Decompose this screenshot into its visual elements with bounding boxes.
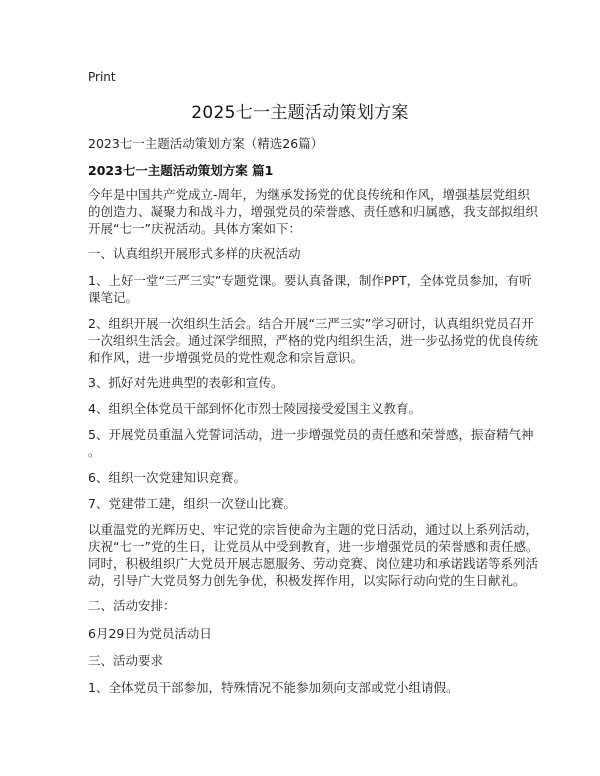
- text-line: 1、上好一堂“三严三实”专题党课。要认真备课，制作PPT，全体党员参加，有听: [88, 273, 532, 288]
- text-line: 7、党建带工建，组织一次登山比赛。: [88, 496, 296, 511]
- text-line: 二、活动安排：: [88, 598, 176, 613]
- text-line: 课笔记。: [88, 290, 139, 305]
- heading-part-2: [88, 597, 528, 614]
- paragraph-item-5: [88, 426, 534, 460]
- text-line: 4、组织全体党员干部到怀化市烈士陵园接受爱国主义教育。: [88, 401, 421, 416]
- text-line: 。: [88, 444, 101, 459]
- text-line: 以重温党的光辉历史、牢记党的宗旨使命为主题的党日活动，通过以上系列活动，: [88, 522, 539, 537]
- paragraph-item-7: [88, 495, 528, 512]
- text-line: 今年是中国共产党成立-周年，为继承发扬党的优良传统和作风，增强基层党组织: [88, 187, 531, 202]
- text-line: 3、抓好对先进典型的表彰和宣传。: [88, 375, 284, 390]
- section-title: 2023七一主题活动策划方案 篇1: [88, 163, 274, 178]
- paragraph-item-2: [88, 315, 539, 366]
- text-line: 和作风，进一步增强党员的党性观念和宗旨意识。: [88, 350, 364, 365]
- paragraph-requirement-1: [88, 679, 528, 696]
- paragraph-item-6: [88, 469, 528, 486]
- heading-part-1: [88, 245, 528, 262]
- paragraph-summary: [88, 521, 539, 589]
- text-line: 一次组织生活会。通过深学细照，严格的党内组织生活，进一步弘扬党的优良传统: [88, 333, 539, 348]
- heading-part-3: [88, 652, 528, 669]
- paragraph-intro: [88, 186, 539, 237]
- text-line: 一、认真组织开展形式多样的庆祝活动: [88, 246, 301, 261]
- text-line: 2、组织开展一次组织生活会。结合开展“三严三实”学习研讨，认真组织党员召开: [88, 316, 534, 331]
- text-line: 5、开展党员重温入党誓词活动，进一步增强党员的责任感和荣誉感，振奋精气神: [88, 427, 534, 442]
- page-title: 2025七一主题活动策划方案: [191, 103, 409, 123]
- text-line: 动，引导广大党员努力创先争优，积极发挥作用，以实际行动向党的生日献礼。: [88, 573, 526, 588]
- text-line: 6月29日为党员活动日: [88, 626, 212, 641]
- text-line: 三、活动要求: [88, 653, 164, 668]
- document-subtitle: 2023七一主题活动策划方案（精选26篇）: [88, 136, 324, 151]
- paragraph-item-1: [88, 272, 532, 306]
- paragraph-date: [88, 625, 528, 642]
- paragraph-item-4: [88, 400, 528, 417]
- paragraph-item-3: [88, 374, 528, 391]
- text-line: 的创造力、凝聚力和战斗力，增强党员的荣誉感、责任感和归属感，我支部拟组织: [88, 204, 539, 219]
- text-line: 同时，积极组织广大党员开展志愿服务、劳动竞赛、岗位建功和承诺践诺等系列活: [88, 556, 539, 571]
- text-line: 1、全体党员干部参加，特殊情况不能参加须向支部或党小组请假。: [88, 680, 459, 695]
- text-line: 开展“七一”庆祝活动。具体方案如下：: [88, 221, 301, 236]
- text-line: 6、组织一次党建知识竞赛。: [88, 470, 246, 485]
- text-line: 庆祝“七一”党的生日，让党员从中受到教育，进一步增强党员的荣誉感和责任感。: [88, 539, 539, 554]
- print-link[interactable]: Print: [88, 70, 116, 84]
